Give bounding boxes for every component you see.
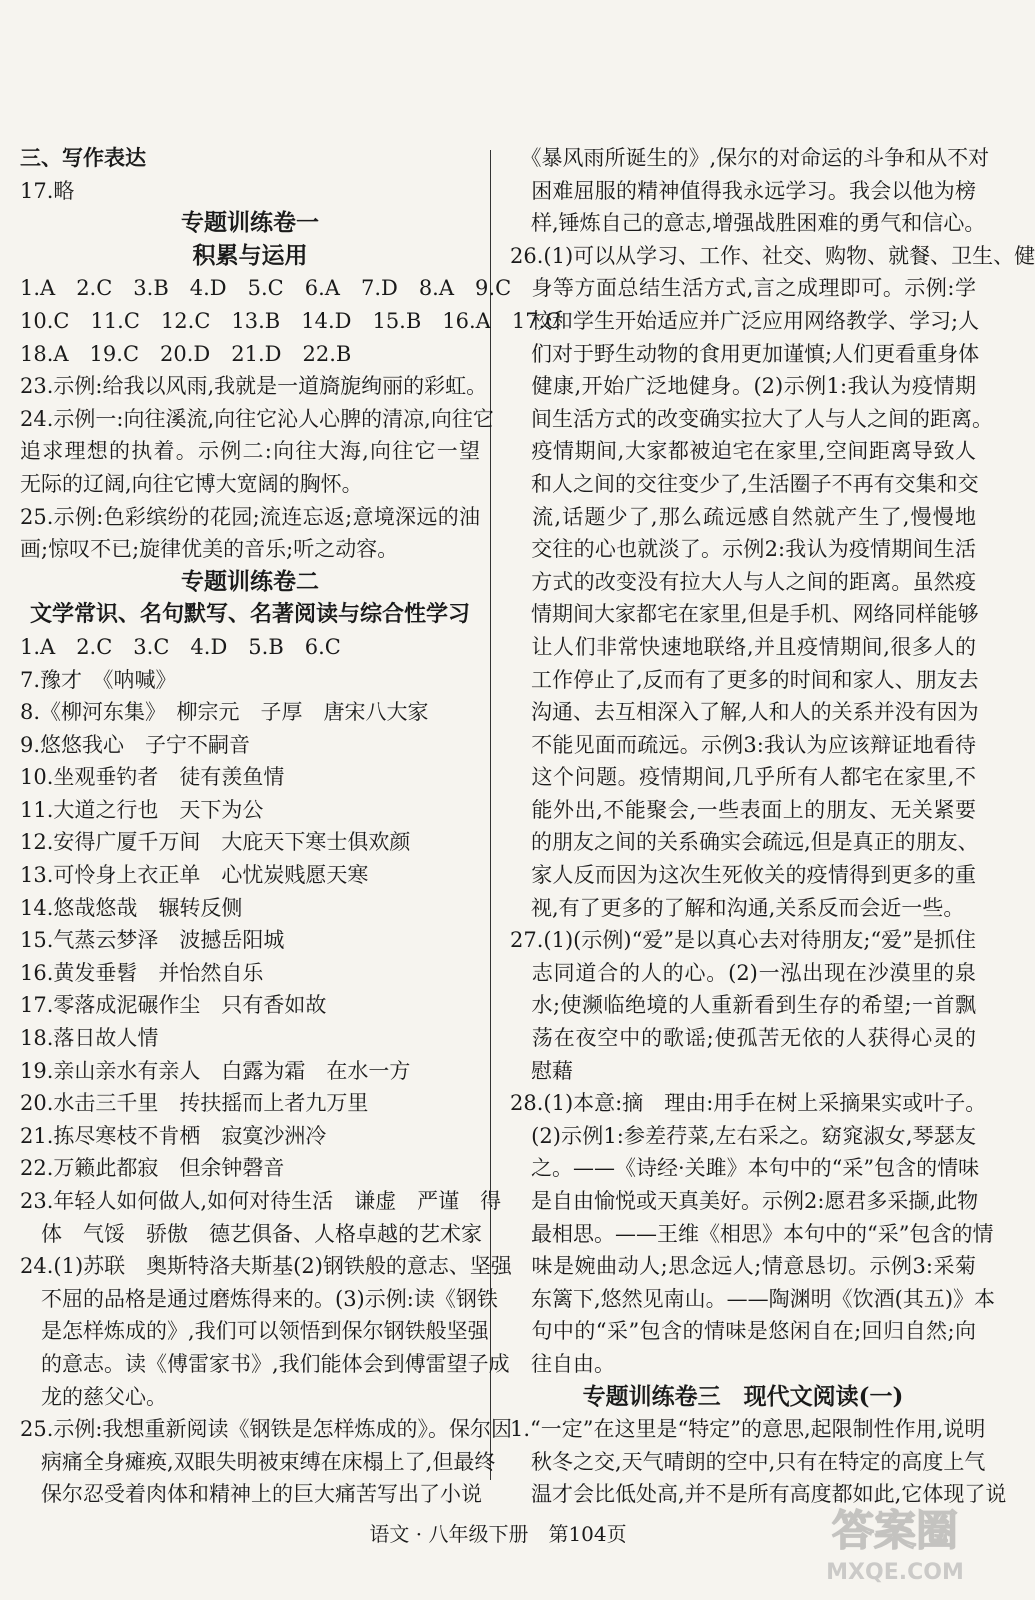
- right-line: 《暴风雨所诞生的》,保尔的对命运的斗争和从不对: [510, 146, 990, 170]
- left-line: 是怎样炼成的》,我们可以领悟到保尔钢铁般坚强: [20, 1319, 489, 1344]
- right-line: 27.(1)(示例)“爱”是以真心去对待朋友;“爱”是抓住: [510, 928, 976, 953]
- right-line: 荡在夜空中的歌谣;使孤苦无依的人获得心灵的: [510, 1026, 976, 1051]
- left-line: 11.大道之行也 天下为公: [20, 797, 264, 822]
- left-line: 7.豫才 《呐喊》: [20, 667, 177, 692]
- column-divider: [490, 150, 491, 1480]
- right-line: 26.(1)可以从学习、工作、社交、购物、就餐、卫生、健: [510, 243, 1035, 268]
- right-line: 流,话题少了,那么疏远感自然就产生了,慢慢地: [510, 504, 976, 529]
- left-line: 24.(1)苏联 奥斯特洛夫斯基(2)钢铁般的意志、坚强: [20, 1254, 512, 1279]
- right-line: 温才会比低处高,并不是所有高度都如此,它体现了说: [510, 1482, 1007, 1507]
- right-line: (2)示例1:参差荇菜,左右采之。窈窕淑女,琴瑟友: [510, 1123, 976, 1148]
- watermark-url: MXQE.COM: [826, 1560, 964, 1585]
- right-line: 水;使濒临绝境的人重新看到生存的希望;一首飘: [510, 993, 976, 1018]
- left-line: 10.C 11.C 12.C 13.B 14.D 15.B 16.A 17.C: [20, 308, 562, 333]
- right-line: 28.(1)本意:摘 理由:用手在树上采摘果实或叶子。: [510, 1091, 987, 1116]
- right-line: 是自由愉悦或天真美好。示例2:愿君多采撷,此物: [510, 1189, 979, 1213]
- right-line: 身等方面总结生活方式,言之成理即可。示例:学: [510, 276, 976, 301]
- right-line: 这个问题。疫情期间,几乎所有人都宅在家里,不: [510, 765, 976, 790]
- left-line: 21.拣尽寒枝不肯栖 寂寞沙洲冷: [20, 1123, 327, 1148]
- right-line: 不能见面而疏远。示例3:我认为应该辩证地看待: [510, 732, 976, 757]
- left-line: 三、写作表达: [20, 145, 146, 170]
- right-line: 能外出,不能聚会,一些表面上的朋友、无关紧要: [510, 797, 976, 822]
- right-line: 间生活方式的改变确实拉大了人与人之间的距离。: [510, 406, 993, 431]
- left-line: 病痛全身瘫痪,双眼失明被束缚在床榻上了,但最终: [20, 1449, 496, 1474]
- left-line: 1.A 2.C 3.B 4.D 5.C 6.A 7.D 8.A 9.C: [20, 276, 512, 301]
- left-line: 17.略: [20, 178, 75, 203]
- page-footer: 语文 · 八年级下册 第104页: [369, 1522, 627, 1546]
- right-line: 的朋友之间的关系确实会疏远,但是真正的朋友、: [510, 830, 979, 855]
- left-line: 画;惊叹不已;旋律优美的音乐;听之动容。: [20, 537, 399, 562]
- right-line: 交往的心也就淡了。示例2:我认为疫情期间生活: [510, 537, 976, 562]
- left-line: 9.悠悠我心 子宁不嗣音: [20, 732, 251, 757]
- left-line: 1.A 2.C 3.C 4.D 5.B 6.C: [20, 634, 341, 659]
- left-line: 追求理想的执着。示例二:向往大海,向往它一望: [20, 439, 480, 464]
- left-line: 积累与运用: [192, 241, 308, 269]
- right-column: [510, 142, 1035, 1511]
- right-line: 困难屈服的精神值得我永远学习。我会以他为榜: [510, 178, 976, 203]
- right-line: 句中的“采”包含的情味是悠闲自在;回归自然;向: [510, 1319, 976, 1344]
- left-line: 15.气蒸云梦泽 波撼岳阳城: [20, 928, 285, 953]
- watermark-title: 答案圈: [831, 1506, 959, 1555]
- left-line: 24.示例一:向往溪流,向往它沁人心脾的清凉,向往它: [20, 406, 494, 431]
- right-line: 家人反而因为这次生死攸关的疫情得到更多的重: [510, 863, 976, 888]
- left-line: 14.悠哉悠哉 辗转反侧: [20, 895, 243, 920]
- left-line: 22.万籁此都寂 但余钟磬音: [20, 1156, 285, 1181]
- right-line: 1.“一定”在这里是“特定”的意思,起限制性作用,说明: [510, 1417, 986, 1442]
- left-line: 12.安得广厦千万间 大庇天下寒士俱欢颜: [20, 830, 411, 855]
- right-line: 味是婉曲动人;思念远人;情意恳切。示例3:采菊: [510, 1254, 976, 1279]
- left-line: 无际的辽阔,向往它博大宽阔的胸怀。: [20, 471, 363, 496]
- right-line: 和人之间的交往变少了,生活圈子不再有交集和交: [510, 471, 979, 496]
- right-line: 之。——《诗经·关雎》本句中的“采”包含的情味: [510, 1156, 980, 1181]
- left-line: 16.黄发垂髫 并怡然自乐: [20, 960, 264, 985]
- left-line: 23.年轻人如何做人,如何对待生活 谦虚 严谨 得: [20, 1189, 502, 1213]
- left-line: 体 气馁 骄傲 德艺俱备、人格卓越的艺术家: [20, 1221, 482, 1246]
- right-line: 秋冬之交,天气晴朗的空中,只有在特定的高度上气: [510, 1449, 986, 1474]
- left-line: 20.水击三千里 抟扶摇而上者九万里: [20, 1091, 369, 1116]
- right-line: 工作停止了,反而有了更多的时间和家人、朋友去: [510, 667, 979, 692]
- watermark-logo: [800, 1493, 990, 1588]
- right-line: 让人们非常快速地联络,并且疫情期间,很多人的: [510, 634, 976, 659]
- left-line: 的意志。读《傅雷家书》,我们能体会到傅雷望子成: [20, 1351, 510, 1376]
- left-line: 25.示例:色彩缤纷的花园;流连忘返;意境深远的油: [20, 504, 480, 529]
- right-line: 专题训练卷三 现代文阅读(一): [582, 1382, 904, 1410]
- left-line: 19.亲山亲水有亲人 白露为霜 在水一方: [20, 1058, 411, 1083]
- right-line: 健康,开始广泛地健身。(2)示例1:我认为疫情期: [510, 374, 976, 399]
- right-line: 最相思。——王维《相思》本句中的“采”包含的情: [510, 1221, 994, 1246]
- left-line: 17.零落成泥碾作尘 只有香如故: [20, 993, 327, 1018]
- left-line: 23.示例:给我以风雨,我就是一道旖旎绚丽的彩虹。: [20, 374, 488, 399]
- right-line: 疫情期间,大家都被迫宅在家里,空间距离导致人: [510, 439, 976, 464]
- right-line: 往自由。: [510, 1351, 615, 1376]
- right-line: 沟通、去互相深入了解,人和人的关系并没有因为: [510, 700, 979, 725]
- right-line: 方式的改变没有拉大人与人之间的距离。虽然疫: [510, 569, 976, 594]
- right-line: 东篱下,悠然见南山。——陶渊明《饮酒(其五)》本: [510, 1286, 996, 1311]
- left-line: 专题训练卷一: [181, 209, 319, 237]
- left-line: 不屈的品格是通过磨炼得来的。(3)示例:读《钢铁: [20, 1286, 498, 1311]
- left-line: 8.《柳河东集》 柳宗元 子厚 唐宋八大家: [20, 700, 429, 725]
- right-line: 视,有了更多的了解和沟通,关系反而会近一些。: [510, 895, 965, 920]
- right-line: 样,锤炼自己的意志,增强战胜困难的勇气和信心。: [510, 211, 986, 236]
- left-line: 10.坐观垂钓者 徒有羡鱼情: [20, 765, 285, 790]
- right-line: 志同道合的人的心。(2)一泓出现在沙漠里的泉: [510, 960, 976, 985]
- left-line: 龙的慈父心。: [20, 1384, 167, 1409]
- right-line: 情期间大家都宅在家里,但是手机、网络同样能够: [510, 602, 979, 627]
- right-line: 们对于野生动物的食用更加谨慎;人们更看重身体: [510, 341, 980, 366]
- left-line: 18.落日故人情: [20, 1026, 159, 1051]
- right-line: 校和学生开始适应并广泛应用网络教学、学习;人: [510, 308, 980, 333]
- left-line: 25.示例:我想重新阅读《钢铁是怎样炼成的》。保尔因: [20, 1417, 512, 1442]
- left-line: 13.可怜身上衣正单 心忧炭贱愿天寒: [20, 863, 369, 888]
- left-line: 文学常识、名句默写、名著阅读与综合性学习: [29, 601, 470, 628]
- left-line: 专题训练卷二: [181, 567, 319, 595]
- left-line: 保尔忍受着肉体和精神上的巨大痛苦写出了小说: [20, 1482, 482, 1507]
- right-line: 慰藉: [510, 1058, 573, 1083]
- left-line: 18.A 19.C 20.D 21.D 22.B: [20, 341, 352, 366]
